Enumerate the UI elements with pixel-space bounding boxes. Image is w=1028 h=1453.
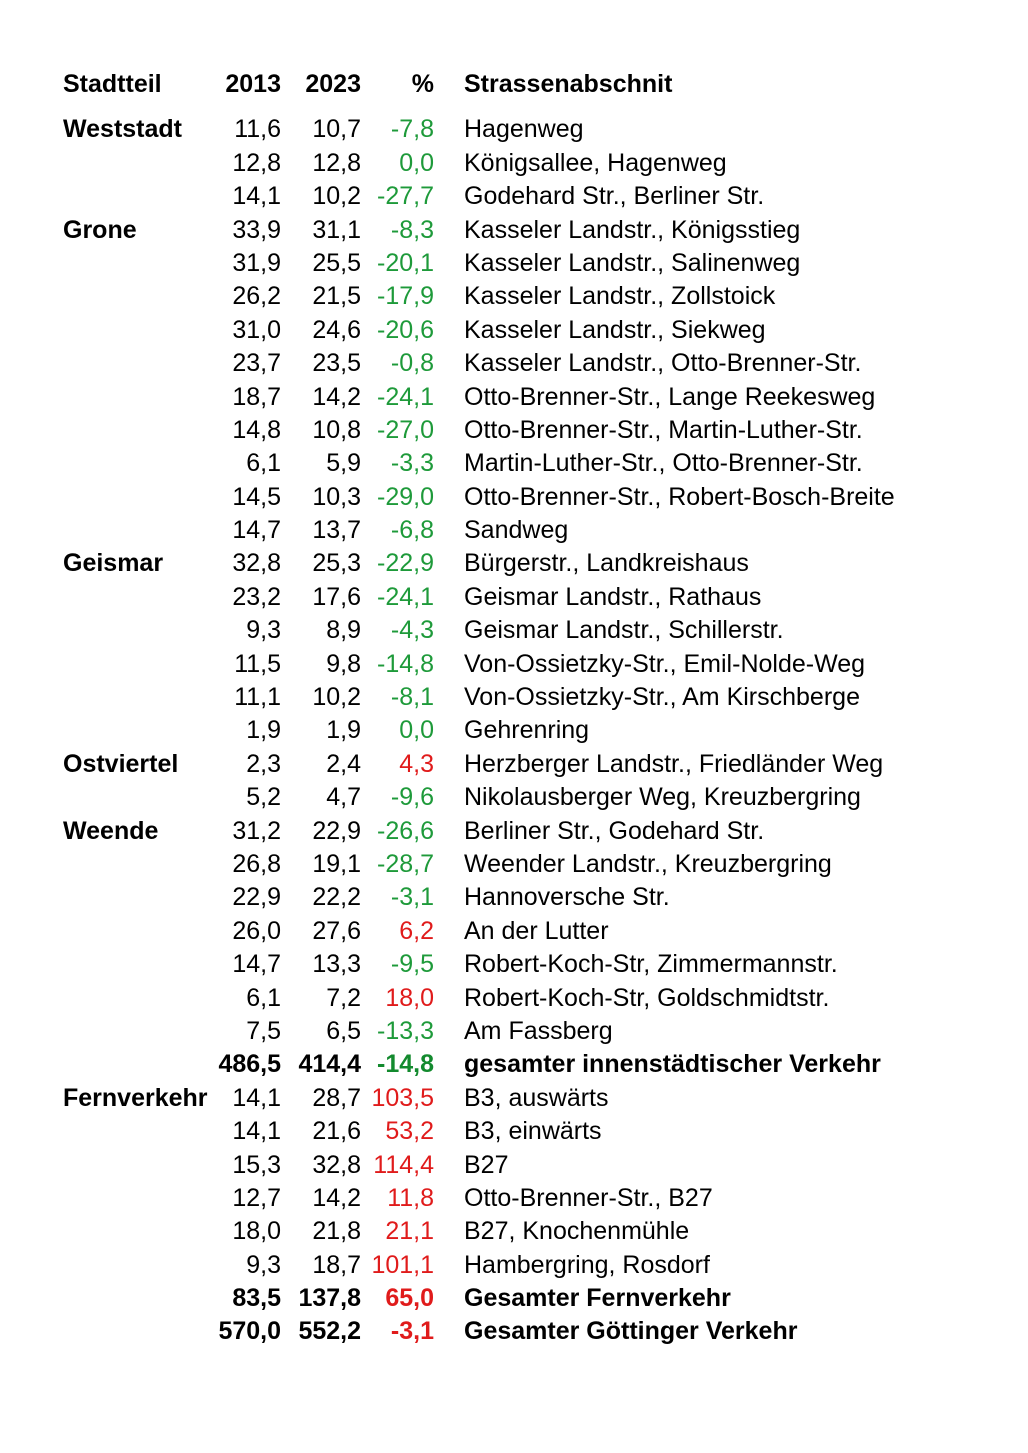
percent-cell: -0,8 <box>390 349 434 378</box>
value-2013-cell: 31,0 <box>232 315 281 344</box>
district-cell <box>63 247 218 280</box>
value-2013-cell: 15,3 <box>232 1150 281 1179</box>
table-row <box>63 581 895 614</box>
value-2013-cell: 570,0 <box>218 1317 281 1346</box>
value-2013-cell: 26,2 <box>232 282 281 311</box>
table-row <box>63 881 895 914</box>
value-2013-cell: 18,0 <box>232 1217 281 1246</box>
street-cell: Otto-Brenner-Str., Martin-Luther-Str. <box>464 415 863 444</box>
value-2013-cell: 11,6 <box>234 115 281 144</box>
district-cell <box>63 1315 218 1348</box>
table-row <box>63 714 895 747</box>
percent-cell: 18,0 <box>385 983 434 1012</box>
street-cell: Robert-Koch-Str, Goldschmidtstr. <box>464 983 830 1012</box>
street-cell: Von-Ossietzky-Str., Emil-Nolde-Weg <box>464 649 866 678</box>
table-row <box>63 1249 895 1282</box>
value-2023-cell: 25,5 <box>312 248 361 277</box>
value-2013-cell: 486,5 <box>218 1050 281 1079</box>
street-cell: Von-Ossietzky-Str., Am Kirschberge <box>464 683 860 712</box>
table-row <box>63 381 895 414</box>
value-2013-cell: 26,0 <box>232 916 281 945</box>
street-cell: Martin-Luther-Str., Otto-Brenner-Str. <box>464 449 863 478</box>
street-cell: Berliner Str., Godehard Str. <box>464 816 765 845</box>
street-cell: Hannoversche Str. <box>464 883 670 912</box>
district-cell <box>63 1048 218 1081</box>
value-2013-cell: 31,2 <box>232 816 281 845</box>
street-cell: Hagenweg <box>464 115 584 144</box>
street-cell: Otto-Brenner-Str., Lange Reekesweg <box>464 382 876 411</box>
district-cell <box>63 1249 218 1282</box>
value-2013-cell: 5,2 <box>246 783 281 812</box>
value-2023-cell: 27,6 <box>312 916 361 945</box>
value-2013-cell: 18,7 <box>232 382 281 411</box>
value-2023-cell: 8,9 <box>326 616 361 645</box>
value-2013-cell: 22,9 <box>232 883 281 912</box>
percent-cell: -13,3 <box>377 1016 434 1045</box>
table-row <box>63 447 895 480</box>
district-cell <box>63 614 218 647</box>
value-2013-cell: 83,5 <box>232 1284 281 1313</box>
street-cell: Hambergring, Rosdorf <box>464 1250 710 1279</box>
percent-cell: -9,6 <box>390 783 434 812</box>
street-cell: B27 <box>464 1150 509 1179</box>
value-2023-cell: 414,4 <box>298 1050 361 1079</box>
street-cell: Gesamter Göttinger Verkehr <box>464 1317 798 1346</box>
district-cell <box>63 648 218 681</box>
percent-cell: 4,3 <box>399 749 434 778</box>
district-cell <box>63 514 218 547</box>
header-percent: % <box>411 70 434 98</box>
value-2023-cell: 32,8 <box>312 1150 361 1179</box>
value-2013-cell: 31,9 <box>232 248 281 277</box>
street-cell: B3, auswärts <box>464 1083 609 1112</box>
district-cell <box>63 781 218 814</box>
table-row <box>63 214 895 247</box>
percent-cell: 101,1 <box>371 1250 434 1279</box>
street-cell: Kasseler Landstr., Königsstieg <box>464 215 801 244</box>
district-cell <box>63 1215 218 1248</box>
value-2023-cell: 24,6 <box>312 315 361 344</box>
district-cell <box>63 314 218 347</box>
value-2023-cell: 23,5 <box>312 349 361 378</box>
percent-cell: 0,0 <box>399 716 434 745</box>
value-2013-cell: 14,1 <box>232 1117 281 1146</box>
percent-cell: -26,6 <box>377 816 434 845</box>
value-2023-cell: 17,6 <box>312 582 361 611</box>
value-2013-cell: 14,1 <box>232 182 281 211</box>
total-row <box>63 1315 895 1348</box>
value-2023-cell: 1,9 <box>326 716 361 745</box>
value-2023-cell: 22,9 <box>312 816 361 845</box>
value-2023-cell: 5,9 <box>326 449 361 478</box>
district-cell <box>63 714 218 747</box>
percent-cell: -6,8 <box>390 516 434 545</box>
header-2013: 2013 <box>225 70 281 98</box>
percent-cell: 65,0 <box>385 1284 434 1313</box>
header-district: Stadtteil <box>63 70 162 98</box>
value-2013-cell: 14,8 <box>232 415 281 444</box>
street-cell: Gesamter Fernverkehr <box>464 1284 731 1313</box>
value-2013-cell: 11,1 <box>234 683 281 712</box>
total-row <box>63 1048 895 1081</box>
percent-cell: -8,1 <box>390 683 434 712</box>
table-row <box>63 280 895 313</box>
percent-cell: -28,7 <box>377 849 434 878</box>
table-row <box>63 915 895 948</box>
value-2023-cell: 10,8 <box>312 415 361 444</box>
percent-cell: -27,7 <box>377 182 434 211</box>
value-2023-cell: 10,7 <box>312 115 361 144</box>
district-cell: Ostviertel <box>63 749 179 778</box>
table-row <box>63 648 895 681</box>
district-cell <box>63 481 218 514</box>
district-cell <box>63 447 218 480</box>
district-cell <box>63 881 218 914</box>
percent-cell: -14,8 <box>377 1050 434 1079</box>
street-cell: Am Fassberg <box>464 1016 613 1045</box>
value-2013-cell: 6,1 <box>246 449 281 478</box>
value-2023-cell: 10,3 <box>312 482 361 511</box>
district-cell: Grone <box>63 215 137 244</box>
district-cell <box>63 1282 218 1315</box>
district-cell: Fernverkehr <box>63 1083 208 1112</box>
street-cell: Kasseler Landstr., Zollstoick <box>464 282 776 311</box>
street-cell: gesamter innenstädtischer Verkehr <box>464 1050 881 1079</box>
percent-cell: 103,5 <box>371 1083 434 1112</box>
district-cell <box>63 681 218 714</box>
percent-cell: 53,2 <box>385 1117 434 1146</box>
table-row <box>63 180 895 213</box>
street-cell: B27, Knochenmühle <box>464 1217 690 1246</box>
value-2013-cell: 26,8 <box>232 849 281 878</box>
district-cell <box>63 948 218 981</box>
value-2023-cell: 13,7 <box>312 516 361 545</box>
value-2023-cell: 21,5 <box>312 282 361 311</box>
table-row <box>63 1082 895 1115</box>
district-cell <box>63 1149 218 1182</box>
table-row <box>63 1215 895 1248</box>
table-row <box>63 681 895 714</box>
street-cell: Geismar Landstr., Schillerstr. <box>464 616 784 645</box>
value-2013-cell: 32,8 <box>232 549 281 578</box>
value-2023-cell: 31,1 <box>312 215 361 244</box>
table-row <box>63 1149 895 1182</box>
percent-cell: -17,9 <box>377 282 434 311</box>
percent-cell: -3,1 <box>390 883 434 912</box>
district-cell <box>63 381 218 414</box>
district-cell <box>63 1182 218 1215</box>
street-cell: Königsallee, Hagenweg <box>464 148 727 177</box>
percent-cell: -4,3 <box>390 616 434 645</box>
value-2013-cell: 1,9 <box>246 716 281 745</box>
district-cell <box>63 982 218 1015</box>
street-cell: Robert-Koch-Str, Zimmermannstr. <box>464 950 838 979</box>
district-cell <box>63 180 218 213</box>
value-2013-cell: 23,7 <box>232 349 281 378</box>
percent-cell: -20,1 <box>377 248 434 277</box>
percent-cell: -20,6 <box>377 315 434 344</box>
value-2013-cell: 9,3 <box>246 616 281 645</box>
value-2023-cell: 21,6 <box>312 1117 361 1146</box>
value-2013-cell: 11,5 <box>234 649 281 678</box>
value-2013-cell: 7,5 <box>246 1016 281 1045</box>
total-row <box>63 1282 895 1315</box>
district-cell: Weende <box>63 816 159 845</box>
header-2023: 2023 <box>305 70 361 98</box>
percent-cell: -7,8 <box>390 115 434 144</box>
header-street: Strassenabschnit <box>464 70 673 98</box>
percent-cell: -24,1 <box>377 382 434 411</box>
value-2023-cell: 6,5 <box>326 1016 361 1045</box>
district-cell <box>63 414 218 447</box>
value-2013-cell: 12,7 <box>232 1183 281 1212</box>
district-cell <box>63 915 218 948</box>
value-2013-cell: 14,7 <box>232 950 281 979</box>
percent-cell: -9,5 <box>390 950 434 979</box>
district-cell <box>63 848 218 881</box>
district-cell <box>63 147 218 180</box>
table-row <box>63 314 895 347</box>
percent-cell: -29,0 <box>377 482 434 511</box>
street-cell: Godehard Str., Berliner Str. <box>464 182 765 211</box>
table-row <box>63 347 895 380</box>
table-row <box>63 414 895 447</box>
street-cell: Nikolausberger Weg, Kreuzbergring <box>464 783 861 812</box>
table-row <box>63 514 895 547</box>
percent-cell: -27,0 <box>377 415 434 444</box>
value-2013-cell: 14,1 <box>232 1083 281 1112</box>
street-cell: Geismar Landstr., Rathaus <box>464 582 762 611</box>
table-row <box>63 247 895 280</box>
value-2023-cell: 14,2 <box>312 1183 361 1212</box>
value-2023-cell: 10,2 <box>312 182 361 211</box>
street-cell: Gehrenring <box>464 716 590 745</box>
value-2013-cell: 14,7 <box>232 516 281 545</box>
value-2023-cell: 28,7 <box>312 1083 361 1112</box>
table-row <box>63 481 895 514</box>
value-2023-cell: 10,2 <box>312 683 361 712</box>
table-row <box>63 1115 895 1148</box>
district-cell <box>63 581 218 614</box>
table-header <box>63 68 895 101</box>
value-2013-cell: 23,2 <box>232 582 281 611</box>
percent-cell: 6,2 <box>399 916 434 945</box>
street-cell: Sandweg <box>464 516 569 545</box>
value-2013-cell: 2,3 <box>246 749 281 778</box>
percent-cell: -3,1 <box>390 1317 434 1346</box>
traffic-table <box>63 68 895 1349</box>
value-2023-cell: 14,2 <box>312 382 361 411</box>
table-row <box>63 948 895 981</box>
percent-cell: 21,1 <box>385 1217 434 1246</box>
street-cell: Weender Landstr., Kreuzbergring <box>464 849 832 878</box>
value-2023-cell: 19,1 <box>312 849 361 878</box>
value-2023-cell: 13,3 <box>312 950 361 979</box>
district-cell <box>63 1015 218 1048</box>
table-body <box>63 113 895 1348</box>
table-row <box>63 547 895 580</box>
value-2013-cell: 33,9 <box>232 215 281 244</box>
district-cell <box>63 1115 218 1148</box>
table-row <box>63 848 895 881</box>
value-2023-cell: 25,3 <box>312 549 361 578</box>
value-2023-cell: 21,8 <box>312 1217 361 1246</box>
value-2023-cell: 22,2 <box>312 883 361 912</box>
street-cell: Kasseler Landstr., Salinenweg <box>464 248 801 277</box>
value-2013-cell: 12,8 <box>232 148 281 177</box>
percent-cell: -22,9 <box>377 549 434 578</box>
value-2013-cell: 14,5 <box>232 482 281 511</box>
table-row <box>63 982 895 1015</box>
table-row <box>63 113 895 146</box>
percent-cell: -14,8 <box>377 649 434 678</box>
street-cell: Otto-Brenner-Str., B27 <box>464 1183 713 1212</box>
percent-cell: 0,0 <box>399 148 434 177</box>
table-row <box>63 748 895 781</box>
percent-cell: 114,4 <box>373 1150 434 1179</box>
value-2013-cell: 6,1 <box>246 983 281 1012</box>
district-cell: Weststadt <box>63 115 183 144</box>
table-row <box>63 147 895 180</box>
percent-cell: -24,1 <box>377 582 434 611</box>
table-row <box>63 614 895 647</box>
table-row <box>63 815 895 848</box>
value-2023-cell: 2,4 <box>326 749 361 778</box>
percent-cell: 11,8 <box>387 1183 434 1212</box>
district-cell <box>63 280 218 313</box>
percent-cell: -3,3 <box>390 449 434 478</box>
district-cell: Geismar <box>63 549 164 578</box>
value-2023-cell: 9,8 <box>326 649 361 678</box>
value-2013-cell: 9,3 <box>246 1250 281 1279</box>
value-2023-cell: 7,2 <box>326 983 361 1012</box>
table-row <box>63 1015 895 1048</box>
value-2023-cell: 18,7 <box>312 1250 361 1279</box>
table-row <box>63 781 895 814</box>
street-cell: Otto-Brenner-Str., Robert-Bosch-Breite <box>464 482 895 511</box>
percent-cell: -8,3 <box>390 215 434 244</box>
street-cell: Herzberger Landstr., Friedländer Weg <box>464 749 884 778</box>
street-cell: Bürgerstr., Landkreishaus <box>464 549 749 578</box>
district-cell <box>63 347 218 380</box>
value-2023-cell: 12,8 <box>312 148 361 177</box>
street-cell: Kasseler Landstr., Otto-Brenner-Str. <box>464 349 862 378</box>
value-2023-cell: 4,7 <box>326 783 361 812</box>
street-cell: An der Lutter <box>464 916 609 945</box>
value-2023-cell: 137,8 <box>298 1284 361 1313</box>
street-cell: Kasseler Landstr., Siekweg <box>464 315 766 344</box>
street-cell: B3, einwärts <box>464 1117 602 1146</box>
value-2023-cell: 552,2 <box>298 1317 361 1346</box>
table-row <box>63 1182 895 1215</box>
